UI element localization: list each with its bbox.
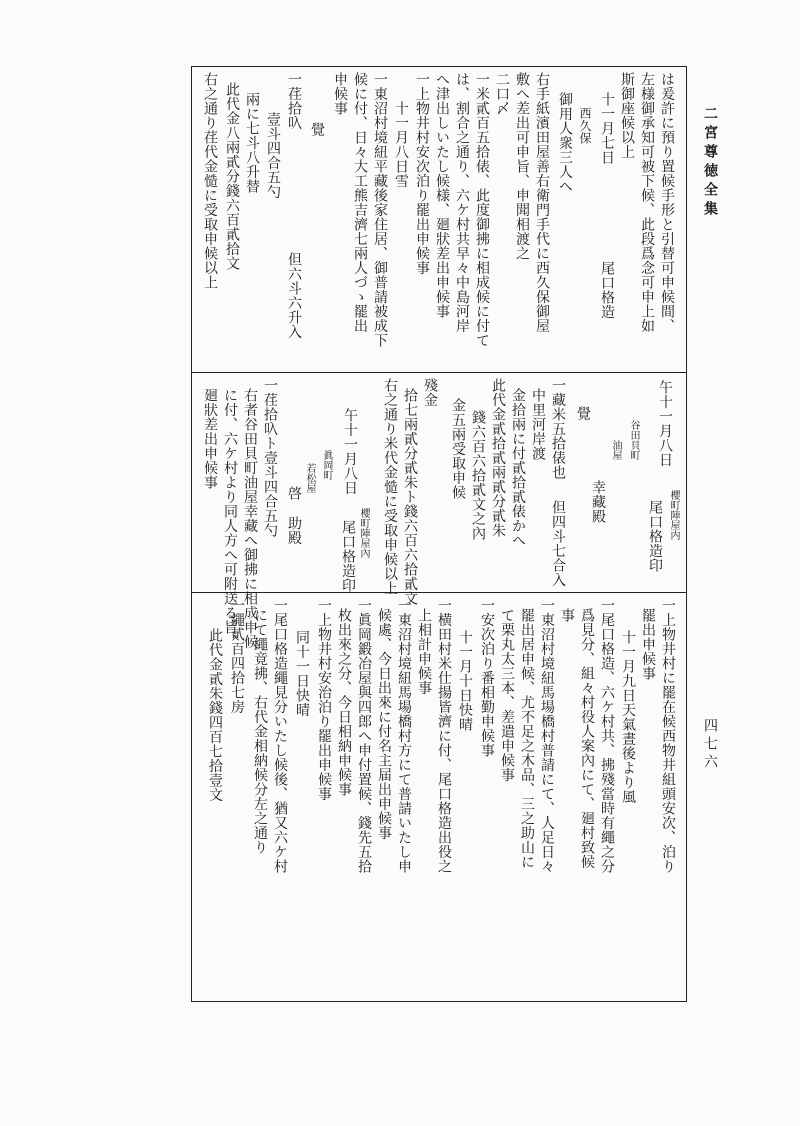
text-column: 申候事 — [332, 72, 348, 116]
text-column: 壹斗四合五勺 — [265, 112, 281, 199]
memo-heading: 覺 — [575, 406, 591, 421]
text-column: 一繩貳百四拾七房 — [229, 598, 245, 714]
text-column: 但六斗六升入 — [286, 252, 302, 339]
text-column: 金拾兩に付貳拾貳俵かへ — [510, 388, 526, 548]
text-column: 罷出申候事 — [640, 608, 656, 681]
section-divider-top — [191, 372, 687, 373]
text-column: 殘金 — [422, 378, 438, 407]
text-column: 上相計申候事 — [416, 608, 432, 695]
text-column: 錢六百六拾貳文之內 — [470, 410, 486, 541]
text-column: 一藏米五拾俵也 — [550, 378, 566, 480]
signature: 尾口格造印 — [340, 520, 356, 593]
page-number: 四七六 — [702, 718, 718, 772]
text-column: 此代金貳朱錢四百七拾壹文 — [207, 628, 223, 802]
text-column: は爰許に預り置候手形と引替可申候間、 — [659, 72, 675, 333]
book-title: 二宮尊徳全集 — [702, 106, 718, 220]
text-column: 右之通り荏代金慥に受取申候以上 — [202, 72, 218, 290]
text-column: 但四斗七合入 — [550, 500, 566, 587]
text-column: へ津出しいたし候様、廻狀差出申候事 — [434, 72, 450, 319]
text-column: 此代金貳拾貳兩貳分貳朱 — [490, 378, 506, 538]
text-column: 事 — [559, 608, 575, 623]
date-line: 十一月八日雪 — [393, 101, 409, 188]
addressee-shop: 若松屋 — [304, 463, 315, 493]
date-line: 午十一月八日 — [657, 380, 673, 467]
text-column: 爲見分、組々村役人案內にて、廻村致候 — [579, 608, 595, 869]
text-column: 右手紙濱田屋善右衛門手代に西久保御屋 — [534, 72, 550, 333]
text-column: 一荏拾叺 — [286, 72, 302, 130]
text-column: て栗丸太三本、差遣申候事 — [499, 608, 515, 782]
text-column: 一眞岡鍛冶屋與四郎へ申付置候、錢先五拾 — [356, 598, 372, 874]
addressee-place: 西久保 — [578, 107, 592, 145]
text-column: 一東沼村境紐馬場橋村普請にて、人足日々 — [539, 598, 555, 874]
text-column: 二口〆 — [494, 72, 510, 116]
text-column: 一上物井村に罷在候西物井組頭安次、泊り — [660, 598, 676, 874]
text-column: 罷出居申候、尤不足之木品、三之助山に — [519, 608, 535, 869]
signature-office: 櫻町陣屋內 — [358, 508, 369, 558]
text-column: 候に付、日々大工熊吉濟七兩人づゝ罷出 — [352, 72, 368, 333]
text-column: 枚出來之分、今日相納申候事 — [336, 608, 352, 797]
text-column: 拾七兩貳分貳朱ト錢六百六拾貳文 — [402, 388, 418, 606]
text-column: 此代金八兩貳分錢六百貳拾文 — [224, 82, 240, 271]
date-line: 十一月九日天氣晝後より風 — [620, 630, 636, 804]
section-divider-bottom — [191, 592, 687, 593]
addressee-place: 谷田貝町 — [628, 420, 639, 460]
text-column: 一米貳百五拾俵、此度御拂に相成候に付て — [474, 72, 490, 348]
text-column: 一上物井村安次泊り罷出申候事 — [414, 72, 430, 275]
date-line: 十一月十日快晴 — [457, 630, 473, 732]
addressee: 助殿 — [286, 516, 302, 545]
text-column: 右之通り米代金慥に受取申候以上 — [382, 378, 398, 596]
text-column: 敷へ差出可申旨、申聞相渡之 — [514, 72, 530, 261]
text-column: に付、六ケ村より同人方へ可附送る旨、 — [222, 388, 238, 649]
date-line: 同十一日快晴 — [294, 630, 310, 717]
text-column: 一上物井村安治泊り罷出申候事 — [316, 598, 332, 801]
memo-heading: 覺 — [309, 122, 325, 137]
addressee-shop: 油屋 — [610, 440, 621, 460]
text-column: にて繩竟拂、右代金相納候分左之通り — [252, 608, 268, 855]
text-column: 廻狀差出申候事 — [202, 388, 218, 490]
signature-office: 櫻町陣屋内 — [668, 490, 679, 540]
text-column: 一東沼村境紐馬場橋村方にて普請いたし申 — [396, 598, 412, 874]
addressee: 幸藏殿 — [590, 480, 606, 524]
addressee: 御用人衆三人へ — [557, 92, 573, 194]
text-column: 左様御承知可被下候、此段爲念可申上如 — [639, 72, 655, 333]
text-column: 一尾口格造繩見分いたし候後、猶又六ケ村 — [272, 598, 288, 874]
text-column: 一荏拾叺ト壹斗四合五勺 — [262, 378, 278, 538]
addressee: 啓 — [286, 486, 302, 501]
signature: 尾口格造印 — [647, 500, 663, 573]
signature: 尾口格造 — [599, 261, 615, 319]
text-column: 斯御座候以上 — [619, 72, 635, 159]
text-column: 候處、今日出來に付名主届出申候事 — [376, 608, 392, 840]
text-column: は、割合之通り、六ケ村共早々中島河岸 — [454, 72, 470, 333]
addressee-place: 眞岡町 — [321, 450, 332, 480]
text-column: 中里河岸渡 — [530, 388, 546, 461]
text-column: 金五兩受取申候 — [450, 398, 466, 500]
text-column: 一横田村米仕揚皆濟に付、尾口格造出役之 — [436, 598, 452, 874]
text-column: 右者谷田貝町油屋幸藏へ御拂に相成申候 — [242, 388, 258, 649]
text-column: 兩に七斗八升替 — [244, 92, 260, 194]
text-column: 一東沼村境紐平藏後家住居、御普請被成下 — [372, 72, 388, 348]
text-column: 一尾口格造、六ケ村共、拂殘當時有繩之分 — [599, 598, 615, 874]
text-column: 一安次泊り番相勤申候事 — [479, 598, 495, 758]
date-line: 十一月七日 — [599, 92, 615, 165]
date-line: 午十一月八日 — [342, 408, 358, 495]
